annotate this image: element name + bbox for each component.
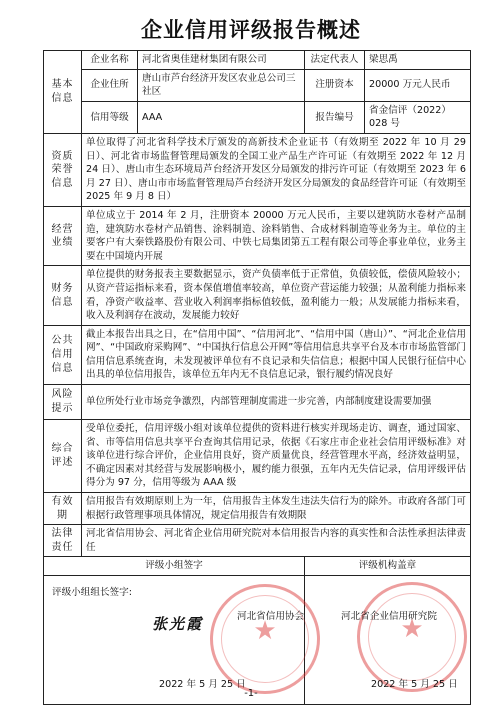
seal-star-icon: ★	[400, 614, 424, 644]
report-no-value: 省金信评（2022）028 号	[365, 101, 471, 133]
org-name-institute: 河北省企业信用研究院	[341, 611, 437, 622]
legal-text: 河北省信用协会、河北省企业信用研究院对本信用报告内容的真实性和合法性承担法律责任	[82, 525, 471, 557]
row-address	[44, 69, 471, 101]
grade-value: AAA	[138, 101, 305, 133]
row-signature-headers	[44, 557, 471, 576]
row-grade	[44, 101, 471, 133]
row-legal	[44, 525, 471, 557]
report-summary-table	[43, 50, 471, 705]
row-signatures	[44, 576, 471, 705]
seal-credit-institute	[357, 582, 467, 692]
section-risk: 风险提示	[44, 385, 82, 420]
summary-text: 受单位委托，信用评级小组对该单位提供的资料进行核实并现场走访、调查，通过国家、省、市等信用信息共享平台查询其信用记录，依据《石家庄市企业社会信用评级标准》对该单位进行综合评价，企业信用良好，资产质量优良，经营管理水平高，经济效益明显，不确定因素对其经营与发展影响极小，履约能力很强，五年内无失信记录，信用评级评估得分为 97 分，信用等级为 AAA 级	[82, 420, 471, 493]
row-validity	[44, 493, 471, 525]
org-name-association: 河北省信用协会	[237, 611, 305, 622]
seal-star-icon: ★	[253, 616, 277, 646]
address-label: 企业住所	[82, 69, 138, 101]
section-validity: 有效期	[44, 493, 82, 525]
section-legal: 法律责任	[44, 525, 82, 557]
honors-text: 单位取得了河北省科学技术厅颁发的高新技术企业证书（有效期至 2022 年 10 月 29 日）、河北省市场监督管理局颁发的全国工业产品生产许可证（有效期至 2022 年 12 月 24 日）、唐山市生态环境局芦台经济开发区分局颁发的排污许可证（有效期至 2023 年 6 月 27 日）、唐山市市场监督管理局芦台经济开发区分局颁发的食品经营许可证（有效期至 2025 年 9 月 8 日）	[82, 133, 471, 206]
capital-value: 20000 万元人民币	[365, 69, 471, 101]
company-name-value: 河北省奥佳建材集团有限公司	[138, 51, 305, 70]
section-basic-info: 基本信息	[44, 51, 82, 134]
risk-text: 单位所处行业市场竞争激烈，内部管理制度需进一步完善，内部制度建设需要加强	[82, 385, 471, 420]
public-credit-text: 截止本报告出具之日，在“信用中国”、“信用河北”、“信用中国（唐山）”、“河北企业信用网”、“中国政府采购网”、“中国执行信息公开网”等信用信息共享平台及本市市场监管部门信用信息系统查询，未发现被评单位有不良记录和失信信息；根据中国人民银行征信中心出具的单位信用报告，该单位五年内无不良信息记录，银行履约情况良好	[82, 325, 471, 384]
section-honors: 资质荣誉信息	[44, 133, 82, 206]
business-text: 单位成立于 2014 年 2 月，注册资本 20000 万元人民币，主要以建筑防水卷材产品制造，建筑防水卷材产品销售、涂料制造、涂料销售、合成材料制造等业务为主。单位的主要客户有大秦铁路股份有限公司、中铁七局集团第五工程有限公司等企事业单位，业务主要在中国境内开展	[82, 206, 471, 265]
group-signature-cell	[44, 576, 305, 705]
group-signature-header: 评级小组签字	[44, 557, 305, 576]
agency-seal-header: 评级机构盖章	[305, 557, 471, 576]
validity-text: 信用报告有效期原则上为一年，信用报告主体发生违法失信行为的除外。市政府各部门可根据行政管理事项具体情况，规定信用报告有效期限	[82, 493, 471, 525]
leader-signature: 张光霞	[152, 615, 204, 633]
report-no-label: 报告编号	[305, 101, 365, 133]
row-honors	[44, 133, 471, 206]
date-right: 2022 年 5 月 25 日	[371, 679, 458, 690]
section-finance: 财务信息	[44, 266, 82, 325]
capital-label: 注册资本	[305, 69, 365, 101]
grade-label: 信用等级	[82, 101, 138, 133]
row-company-name	[44, 51, 471, 70]
section-summary: 综合评述	[44, 420, 82, 493]
legal-rep-value: 梁思禹	[365, 51, 471, 70]
row-risk	[44, 385, 471, 420]
row-business	[44, 206, 471, 265]
row-summary	[44, 420, 471, 493]
seal-credit-association	[210, 584, 320, 694]
legal-rep-label: 法定代表人	[305, 51, 365, 70]
finance-text: 单位提供的财务报表主要数据显示，资产负债率低于正常值，负债较低，偿债风险较小；从资产营运指标来看，资本保值增值率较高，单位资产营运能力较强；从盈利能力指标来看，净资产收益率、营业收入利润率指标值较低，盈利能力一般；从发展能力指标来看，收入及利润存在波动，发展能力较好	[82, 266, 471, 325]
section-business: 经营业绩	[44, 206, 82, 265]
company-name-label: 企业名称	[82, 51, 138, 70]
address-value: 唐山市芦台经济开发区农业总公司三社区	[138, 69, 305, 101]
leader-label: 评级小组组长签字:	[52, 587, 132, 598]
page-number: -1-	[244, 688, 258, 699]
row-finance	[44, 266, 471, 325]
agency-seal-cell	[237, 576, 471, 705]
row-public-credit	[44, 325, 471, 384]
report-title: 企业信用评级报告概述	[141, 18, 361, 42]
date-left: 2022 年 5 月 25 日	[159, 679, 246, 690]
section-public-credit: 公共信用信息	[44, 325, 82, 384]
